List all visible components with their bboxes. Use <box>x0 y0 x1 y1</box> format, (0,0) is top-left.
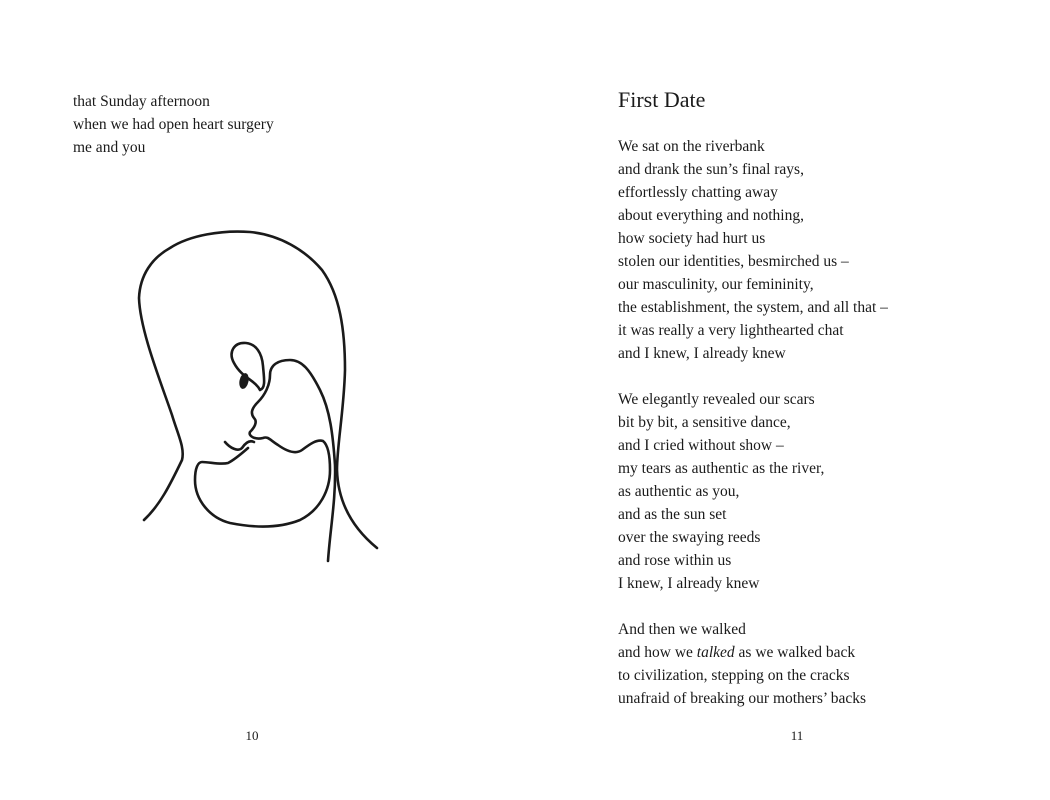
poem-line: about everything and nothing, <box>618 207 804 224</box>
poem-line: when we had open heart surgery <box>73 116 274 133</box>
poem-body <box>618 135 888 733</box>
poem-line: to civilization, stepping on the cracks <box>618 667 850 684</box>
poem-fragment <box>73 90 274 159</box>
poem-line: And then we walked <box>618 621 746 638</box>
poem-title: First Date <box>618 87 706 112</box>
face-contour <box>195 360 335 561</box>
stanza-1 <box>618 135 888 365</box>
poem-line: I knew, I already knew <box>618 575 760 592</box>
poem-line: We elegantly revealed our scars <box>618 391 815 408</box>
poem-line: and drank the sun’s final rays, <box>618 161 804 178</box>
lips <box>225 441 254 449</box>
hair-outline <box>139 232 377 548</box>
page-number: 11 <box>790 728 804 743</box>
poem-line: and rose within us <box>618 552 732 569</box>
poem-line: bit by bit, a sensitive dance, <box>618 414 791 431</box>
stanza-3 <box>618 618 888 710</box>
poem-line: effortlessly chatting away <box>618 184 778 201</box>
poem-line: me and you <box>73 139 146 156</box>
poem-line: the establishment, the system, and all that – <box>618 299 888 316</box>
poem-line: and I knew, I already knew <box>618 345 786 362</box>
poem-line: how society had hurt us <box>618 230 766 247</box>
line-text: and how we <box>618 644 697 661</box>
right-page <box>525 0 1050 800</box>
poem-line: it was really a very lighthearted chat <box>618 322 844 339</box>
line-text: as we walked back <box>734 644 856 661</box>
poem-line: We sat on the riverbank <box>618 138 765 155</box>
poem-line: my tears as authentic as the river, <box>618 460 825 477</box>
poem-line: and I cried without show – <box>618 437 784 454</box>
eye-pupil <box>238 372 250 390</box>
poem-line: our masculinity, our femininity, <box>618 276 814 293</box>
poem-line: as authentic as you, <box>618 483 740 500</box>
stanza-2 <box>618 388 888 595</box>
poem-line: over the swaying reeds <box>618 529 761 546</box>
poem-line <box>618 641 888 664</box>
poem-line: unafraid of breaking our mothers’ backs <box>618 690 867 707</box>
poem-line: and as the sun set <box>618 506 727 523</box>
poem-line: stolen our identities, besmirched us – <box>618 253 849 270</box>
page-number: 10 <box>245 728 259 743</box>
emphasized-word: talked <box>696 644 735 661</box>
poem-line: that Sunday afternoon <box>73 93 210 110</box>
kissing-faces-illustration <box>130 220 390 570</box>
